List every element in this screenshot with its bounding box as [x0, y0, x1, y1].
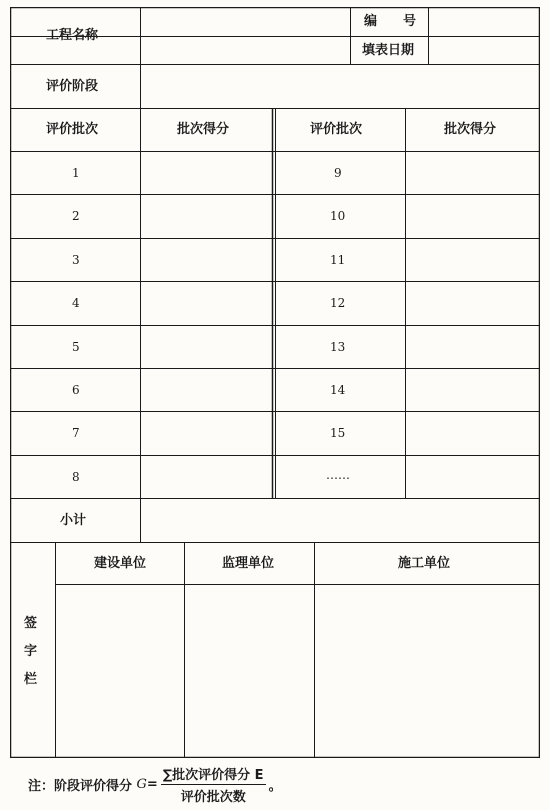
batch-number: 12: [330, 296, 346, 310]
score-cell[interactable]: [141, 195, 272, 238]
score-cell[interactable]: [406, 152, 539, 194]
batch-number: ……: [326, 468, 350, 482]
col-score-header-left: 批次得分: [177, 122, 230, 137]
score-cell[interactable]: [406, 369, 539, 411]
score-cell[interactable]: [141, 412, 272, 455]
fill-date-label: 填表日期: [362, 43, 415, 58]
formula-note: [28, 767, 282, 805]
batch-number: 6: [72, 383, 80, 397]
signature-label-char: 栏: [24, 672, 38, 687]
batch-number: 1: [72, 166, 80, 180]
number-field[interactable]: [429, 8, 539, 36]
batch-number: 3: [72, 253, 80, 267]
contractor-unit-signature-area[interactable]: [315, 585, 539, 757]
batch-number: 7: [72, 426, 80, 440]
stage-evaluation-form: [10, 7, 540, 758]
construction-unit-signature-area[interactable]: [56, 585, 184, 757]
score-cell[interactable]: [141, 326, 272, 368]
score-cell[interactable]: [406, 326, 539, 368]
score-cell[interactable]: [141, 239, 272, 281]
score-cell[interactable]: [141, 369, 272, 411]
batch-number: 4: [72, 296, 80, 310]
note-prefix: 注：阶段评价得分: [28, 778, 137, 794]
formula-equals: =: [146, 776, 158, 792]
stage-label: 评价阶段: [46, 79, 99, 94]
score-cell[interactable]: [141, 456, 272, 498]
col-batch-header-left: 评价批次: [46, 122, 99, 137]
score-cell[interactable]: [406, 195, 539, 238]
batch-number: 8: [72, 470, 80, 484]
batch-number: 15: [330, 426, 346, 440]
project-name-label: 工程名称: [46, 28, 99, 43]
subtotal-field[interactable]: [141, 499, 539, 542]
score-cell[interactable]: [406, 412, 539, 455]
batch-number: 2: [72, 209, 80, 223]
supervision-unit-signature-area[interactable]: [185, 585, 314, 757]
score-cell[interactable]: [406, 282, 539, 325]
col-score-header-right: 批次得分: [444, 122, 497, 137]
supervision-unit-label: 监理单位: [222, 556, 275, 571]
formula-variable-g: G: [136, 776, 147, 792]
batch-number: 14: [330, 383, 346, 397]
batch-number: 10: [330, 209, 346, 223]
col-batch-header-right: 评价批次: [310, 122, 363, 137]
batch-number: 11: [330, 253, 346, 267]
batch-number: 5: [72, 340, 80, 354]
signature-label-char: 字: [24, 644, 38, 659]
formula-numerator: ∑批次评价得分 E: [161, 764, 266, 785]
stage-field[interactable]: [141, 65, 539, 108]
fill-date-field[interactable]: [429, 37, 539, 64]
subtotal-label: 小计: [60, 513, 87, 528]
batch-number: 9: [334, 166, 342, 180]
signature-label-char: 签: [24, 616, 38, 631]
score-cell[interactable]: [406, 456, 539, 498]
number-label: 编 号: [364, 14, 417, 29]
score-cell[interactable]: [406, 239, 539, 281]
project-name-field[interactable]: [141, 8, 350, 64]
construction-unit-label: 建设单位: [94, 556, 147, 571]
batch-number: 13: [330, 340, 346, 354]
formula-fraction: [161, 764, 266, 805]
score-cell[interactable]: [141, 282, 272, 325]
note-suffix: 。: [268, 778, 282, 794]
score-cell[interactable]: [141, 152, 272, 194]
contractor-unit-label: 施工单位: [398, 556, 451, 571]
formula-denominator: 评价批次数: [180, 789, 246, 805]
